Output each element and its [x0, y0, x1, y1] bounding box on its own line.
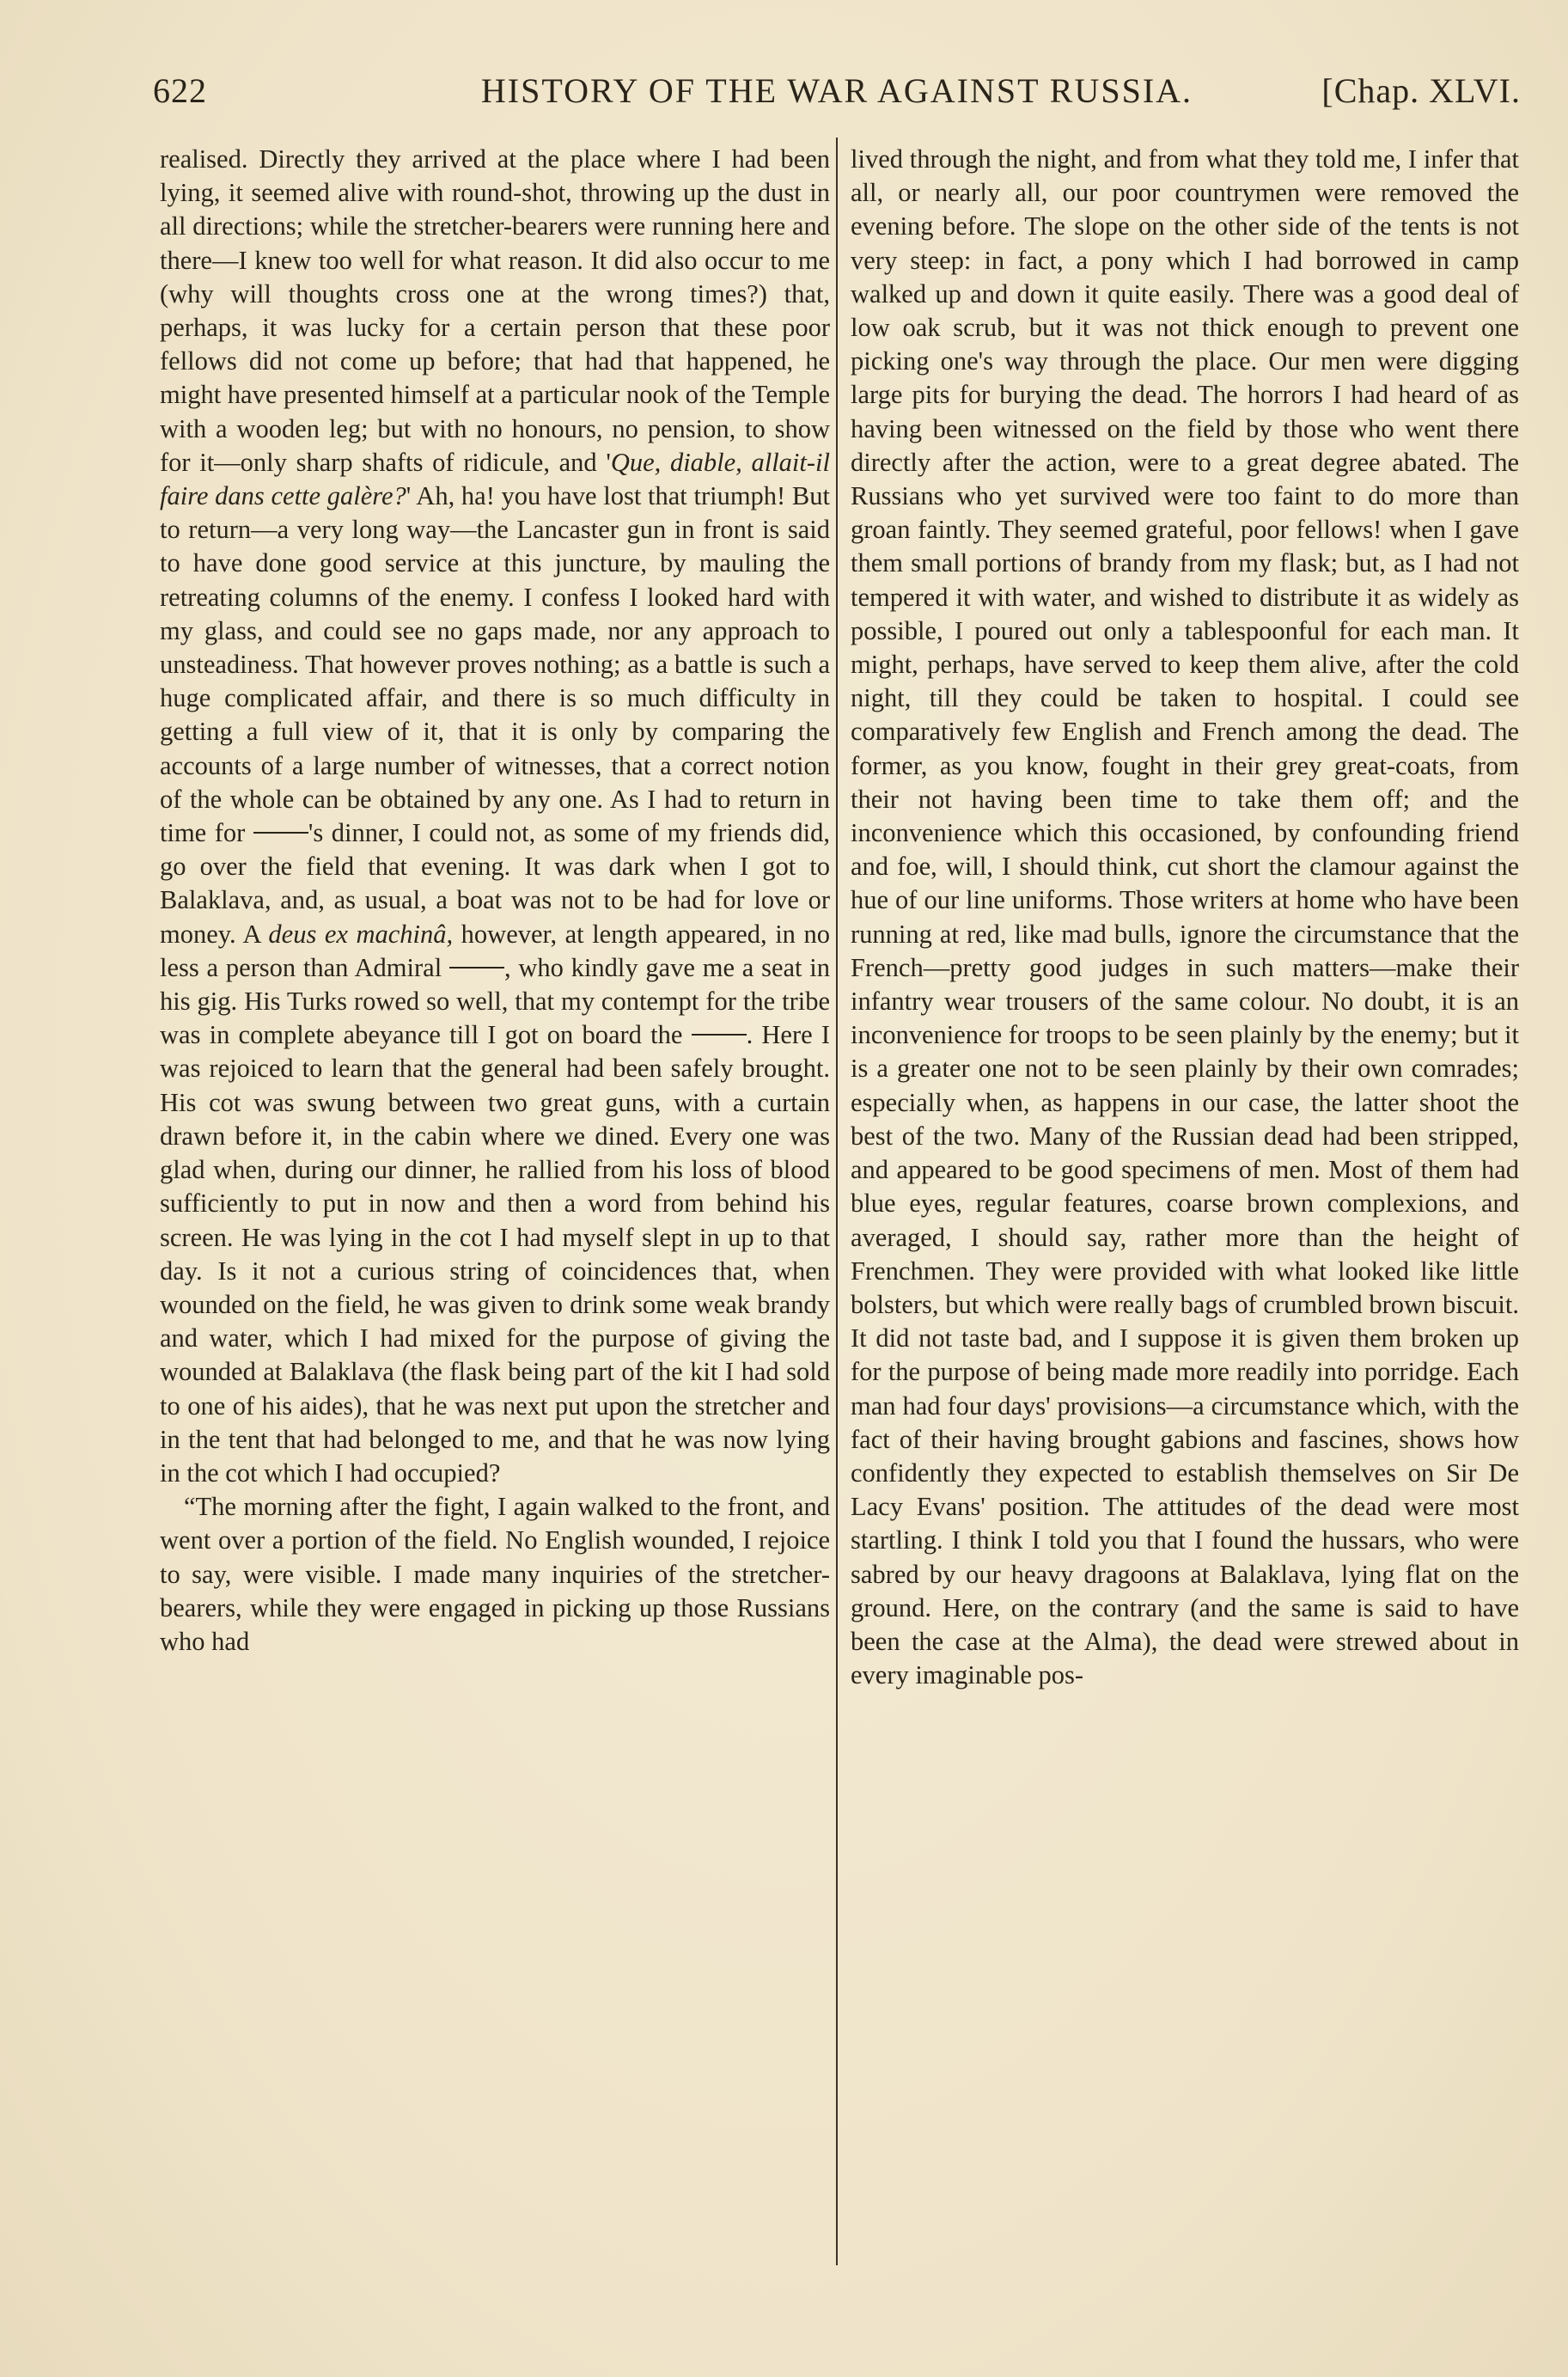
paragraph — [160, 143, 830, 1490]
running-header — [153, 60, 1521, 115]
paragraph: lived through the night, and from what they told me, I infer that all, or nearly all, our poor countrymen were removed the evening before. The slope on the other side of the tents is not very steep: in fact, a pony which I had borrowed in camp walked up and down it quite easily. There was a good deal of low oak scrub, but it was not thick enough to prevent one picking one's way through the place. Our men were digging large pits for burying the dead. The horrors I had heard of as having been witnessed on the field by those who went there directly after the action, were to a great degree abated. The Russians who yet survived were too faint to do more than groan faintly. They seemed grateful, poor fellows! when I gave them small portions of brandy from my flask; but, as I had not tempered it with water, and wished to distribute it as widely as possible, I poured out only a tablespoonful for each man. It might, perhaps, have served to keep them alive, after the cold night, till they could be taken to hospital. I could see comparatively few English and French among the dead. The former, as you know, fought in their grey great-coats, from their not having been time to take them off; and the inconvenience which this occasioned, by confounding friend and foe, will, I should think, cut short the clamour against the hue of our line uniforms. Those writers at home who have been running at red, like mad bulls, ignore the circumstance that the French—pretty good judges in such matters—make their infantry wear trousers of the same colour. No doubt, it is an inconvenience for troops to be seen plainly by the enemy; but it is a greater one not to be seen plainly by their own comrades; especially when, as happens in our case, the latter shoot the best of the two. Many of the Russian dead had been stripped, and appeared to be good specimens of men. Most of them had blue eyes, regular features, coarse brown complexions, and averaged, I should say, rather more than the height of Frenchmen. They were provided with what looked like little bolsters, but which were really bags of crumbled brown biscuit. It did not taste bad, and I suppose it is given them broken up for the purpose of being made more readily into porridge. Each man had four days' provisions—a circumstance which, with the fact of their having brought gabions and fascines, shows how confidently they expected to establish themselves on Sir De Lacy Evans' position. The attitudes of the dead were most startling. I think I told you that I found the hussars, who were sabred by our heavy dragoons at Balaklava, lying flat on the ground. Here, on the contrary (and the same is said to have been the case at the Alma), the dead were strewed about in every imaginable pos- — [851, 144, 1519, 1690]
chapter-label: [Chap. XLVI. — [1321, 71, 1521, 110]
text-run: 's dinner, I could not, as some of my friends did, go over the field that evening. It was dark when I got to Balaklava, and, as usual, a boat was not to be had for love or money. A — [160, 818, 830, 949]
redaction-dash — [253, 832, 308, 834]
column-divider — [836, 137, 838, 2265]
italic-phrase: deus ex machinâ, — [268, 919, 454, 949]
page-number: 622 — [153, 71, 207, 110]
text-run: . Here I was rejoiced to learn that the general had been safely brought. His cot was swung between two great guns, with a curtain drawn before it, in the cabin where we dined. Every one was glad when, during our dinner, he rallied from his loss of blood sufficiently to put in now and then a word from behind his screen. He was lying in the cot I had myself slept in up to that day. Is it not a curious string of coincidences that, when wounded on the field, he was given to drink some weak brandy and water, which I had mixed for the purpose of giving the wounded at Balaklava (the flask being part of the kit I had sold to one of his aides), that he was next put upon the stretcher and in the tent that had belonged to me, and that he was now lying in the cot which I had occupied? — [160, 1020, 830, 1488]
redaction-dash — [692, 1034, 747, 1036]
text-run: however, at length appeared, in no less a person than Admiral — [160, 919, 830, 982]
running-title: HISTORY OF THE WAR AGAINST RUSSIA. — [480, 71, 1193, 110]
text-run: ' Ah, ha! you have lost that triumph! But to return—a very long way—the Lancaster gun in front is said to have done good service at this juncture, by mauling the retreating columns of the enemy. I confess I looked hard with my glass, and could see no gaps made, nor any approach to unsteadiness. That however proves nothing; as a battle is such a huge complicated affair, and there is so much difficulty in getting a full view of it, that it is only by comparing the accounts of a large number of witnesses, that a correct notion of the whole can be obtained by any one. As I had to return in time for — [160, 481, 830, 848]
text-run: realised. Directly they arrived at the place where I had been lying, it seemed alive with round-shot, throwing up the dust in all directions; while the stretcher-bearers were running here and there—I knew too well for what reason. It did also occur to me (why will thoughts cross one at the wrong times?) that, perhaps, it was lucky for a certain person that these poor fellows did not come up before; that had that happened, he might have presented himself at a particular nook of the Temple with a wooden leg; but with no honours, no pension, to show for it—only sharp shafts of ridicule, and ' — [160, 144, 830, 477]
text-run: , who kindly gave me a seat in his gig. His Turks rowed so well, that my contempt for the tribe was in complete abeyance till I got on board the — [160, 952, 830, 1050]
italic-quote: Que, diable, allait-il faire dans cette galère? — [160, 447, 830, 511]
paragraph: “The morning after the fight, I again walked to the front, and went over a portion of the field. No English wounded, I rejoice to say, were visible. I made many inquiries of the stretcher-bearers, while they were engaged in picking up those Russians who had — [160, 1492, 830, 1656]
left-column — [160, 143, 830, 1659]
right-column — [851, 143, 1519, 1692]
redaction-dash — [449, 967, 504, 969]
